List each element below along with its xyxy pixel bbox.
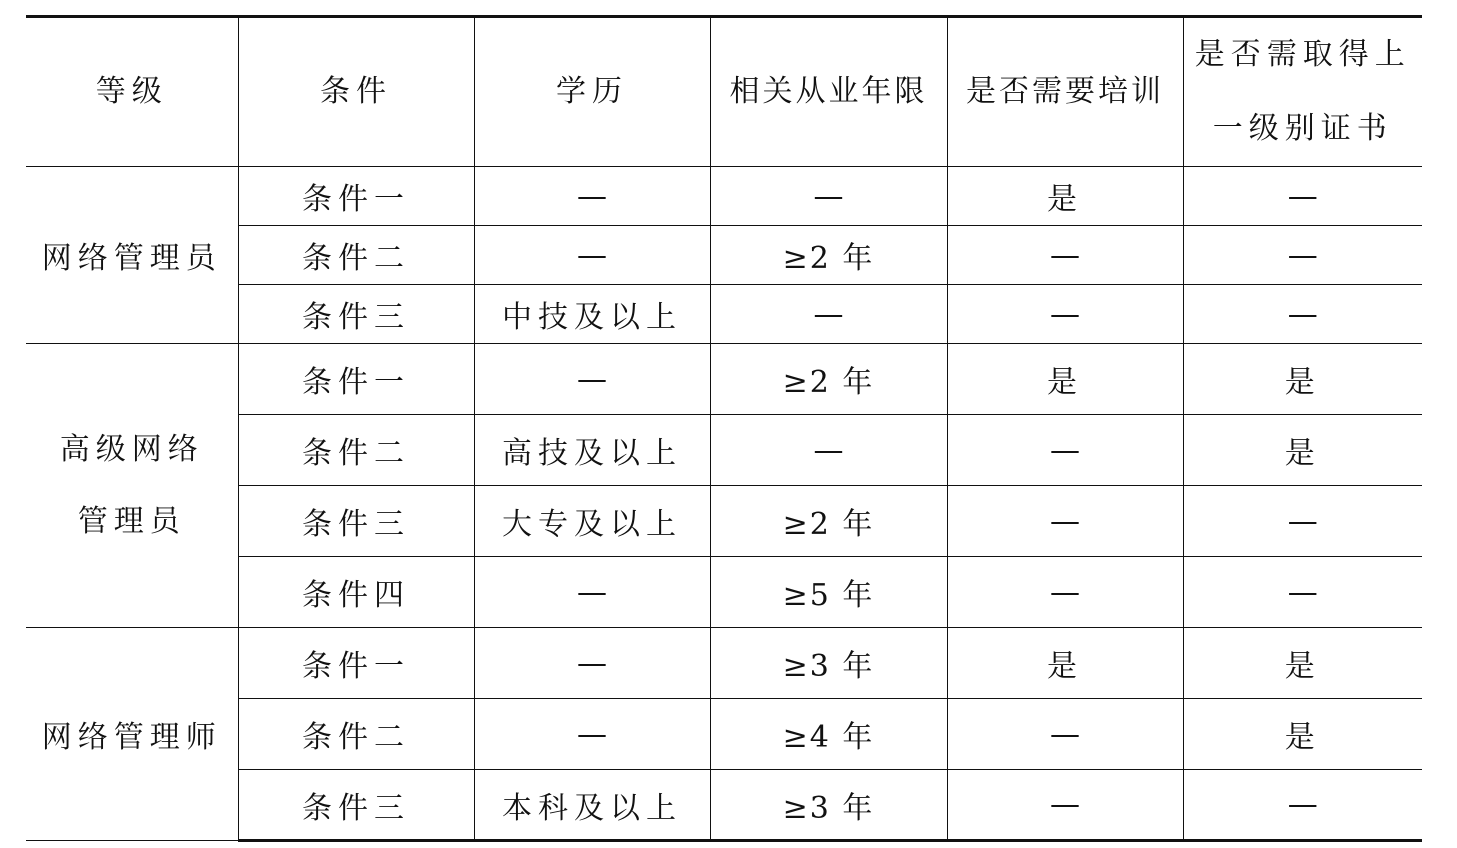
certification-table: [26, 15, 1422, 842]
training-cell: —: [947, 699, 1183, 770]
header-prior-cert: [1183, 17, 1422, 167]
condition-cell: 条件三: [238, 770, 474, 841]
years-cell: —: [710, 167, 947, 226]
years-cell: —: [710, 415, 947, 486]
grade-cell: [26, 344, 238, 628]
condition-cell: 条件一: [238, 628, 474, 699]
years-cell: ≥5 年: [710, 557, 947, 628]
condition-cell: 条件一: [238, 344, 474, 415]
grade-cell: 网络管理员: [26, 167, 238, 344]
prior-cert-cell: —: [1183, 770, 1422, 841]
years-cell: ≥2 年: [710, 344, 947, 415]
prior-cert-cell: 是: [1183, 415, 1422, 486]
condition-cell: 条件二: [238, 415, 474, 486]
training-cell: —: [947, 226, 1183, 285]
prior-cert-cell: —: [1183, 557, 1422, 628]
education-cell: —: [474, 628, 710, 699]
education-cell: 高技及以上: [474, 415, 710, 486]
years-cell: ≥2 年: [710, 226, 947, 285]
education-cell: —: [474, 557, 710, 628]
grade-cell: 网络管理师: [26, 628, 238, 841]
header-training: 是否需要培训: [947, 17, 1183, 167]
prior-cert-cell: —: [1183, 167, 1422, 226]
education-cell: 大专及以上: [474, 486, 710, 557]
header-grade: 等级: [26, 17, 238, 167]
prior-cert-cell: —: [1183, 486, 1422, 557]
header-years: 相关从业年限: [710, 17, 947, 167]
header-condition: 条件: [238, 17, 474, 167]
education-cell: 本科及以上: [474, 770, 710, 841]
years-cell: ≥3 年: [710, 770, 947, 841]
condition-cell: 条件三: [238, 285, 474, 344]
header-education: 学历: [474, 17, 710, 167]
years-cell: ≥2 年: [710, 486, 947, 557]
training-cell: —: [947, 557, 1183, 628]
training-cell: 是: [947, 167, 1183, 226]
education-cell: —: [474, 226, 710, 285]
education-cell: —: [474, 699, 710, 770]
prior-cert-cell: —: [1183, 285, 1422, 344]
header-prior-cert-line1: 是否需取得上: [1194, 37, 1411, 72]
training-cell: —: [947, 770, 1183, 841]
condition-cell: 条件二: [238, 699, 474, 770]
training-cell: —: [947, 486, 1183, 557]
education-cell: 中技及以上: [474, 285, 710, 344]
education-cell: —: [474, 344, 710, 415]
years-cell: ≥3 年: [710, 628, 947, 699]
prior-cert-cell: —: [1183, 226, 1422, 285]
prior-cert-cell: 是: [1183, 628, 1422, 699]
education-cell: —: [474, 167, 710, 226]
years-cell: —: [710, 285, 947, 344]
training-cell: —: [947, 285, 1183, 344]
condition-cell: 条件四: [238, 557, 474, 628]
header-prior-cert-line2: 一级别证书: [1212, 111, 1393, 146]
grade-line1: 高级网络: [59, 431, 204, 467]
prior-cert-cell: 是: [1183, 699, 1422, 770]
condition-cell: 条件一: [238, 167, 474, 226]
years-cell: ≥4 年: [710, 699, 947, 770]
grade-line2: 管理员: [77, 503, 186, 539]
training-cell: —: [947, 415, 1183, 486]
prior-cert-cell: 是: [1183, 344, 1422, 415]
condition-cell: 条件三: [238, 486, 474, 557]
training-cell: 是: [947, 344, 1183, 415]
condition-cell: 条件二: [238, 226, 474, 285]
training-cell: 是: [947, 628, 1183, 699]
